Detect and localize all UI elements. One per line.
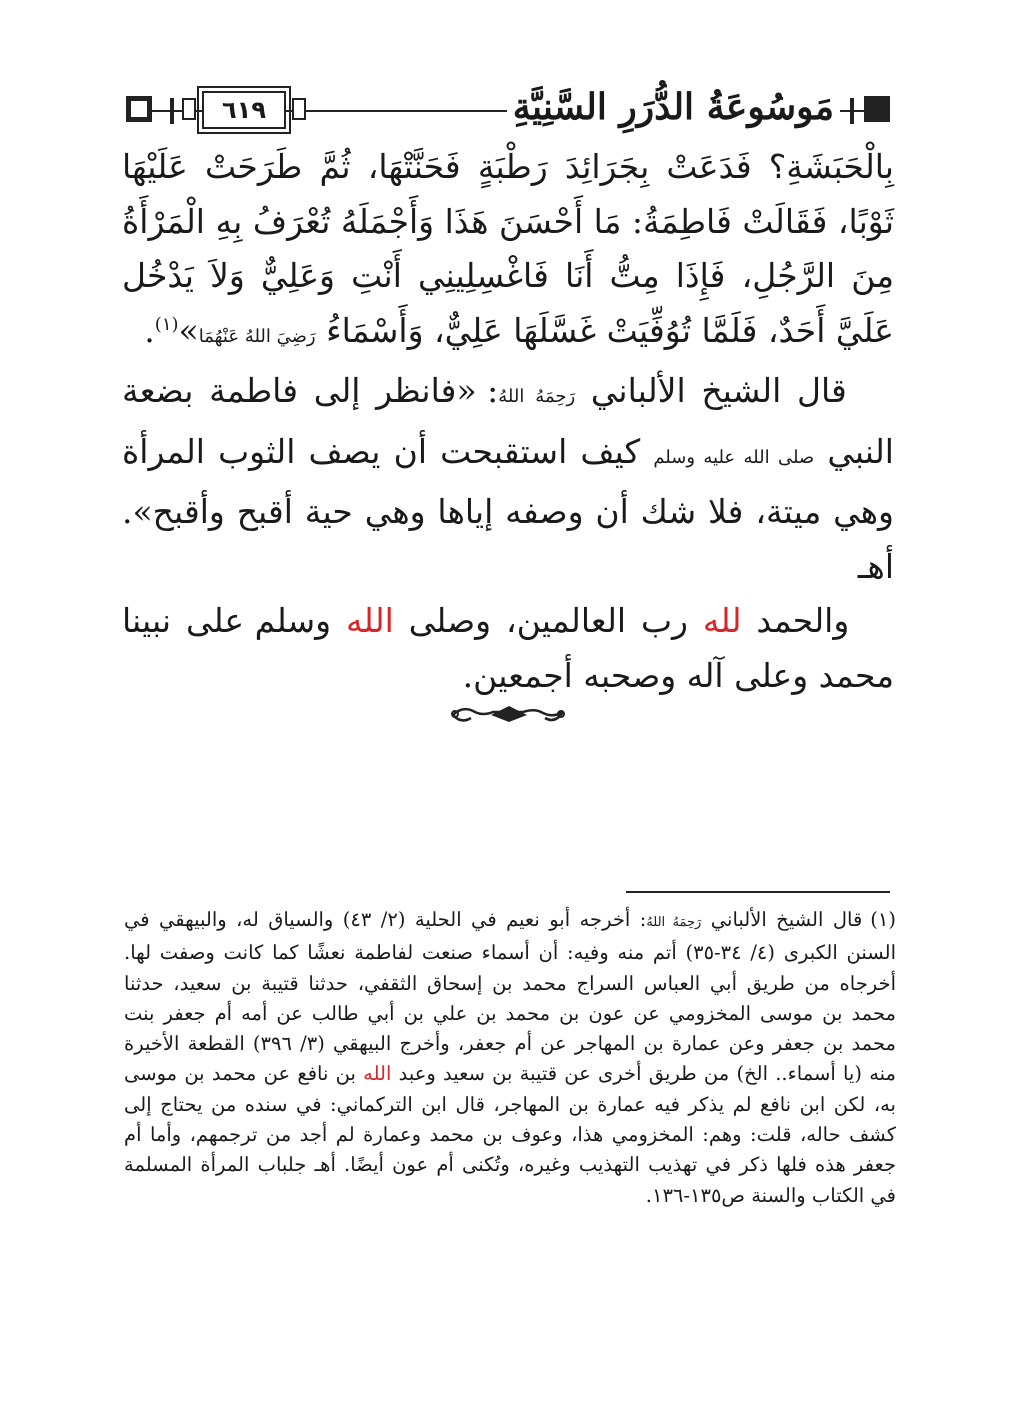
footnote-ref[interactable]: (١)	[154, 313, 179, 335]
albani-intro: قال الشيخ الألباني	[590, 371, 847, 410]
hadith-close-quote: »	[178, 310, 199, 350]
footnotes	[124, 905, 896, 1211]
footnote-part-1: قال الشيخ الألباني	[710, 908, 863, 931]
divine-name: لله	[702, 601, 742, 640]
header-square-left-icon	[126, 96, 152, 122]
header-bar-icon	[850, 98, 854, 124]
header-bar-icon	[170, 98, 174, 124]
divine-name: الله	[345, 601, 394, 640]
albani-text-a: : «فانظر إلى فاطمة بضعة النبي	[122, 371, 894, 471]
prophet-honorific: صلى الله عليه وسلم	[653, 446, 815, 468]
closing-part-2: رب العالمين، وصلى	[408, 601, 688, 640]
albani-honorific: رَحِمَهُ اللهُ	[498, 386, 576, 407]
book-title: مَوسُوعَةُ الدُّرَرِ السَّنِيَّةِ	[507, 86, 840, 128]
closing-paragraph	[122, 594, 894, 703]
closing-part-1: والحمد	[756, 601, 850, 640]
ornament-divider-icon	[0, 700, 1015, 730]
hadith-end: .	[144, 310, 155, 350]
footnote-part-3: بن نافع عن محمد بن موسى به، لكن ابن نافع لم يذكر فيه عمارة بن المهاجر، قال ابن التركماني: في سنده من يحتاج إلى كشف حاله، قلت: وهم: المخزومي هذا، وعوف بن محمد وعمارة لم أجد من ترجمهم، وأما أم جعفر هذه فلها ذكر في تهذيب التهذيب وغيره، وتُكنى أم عون أيضًا. أهـ جلباب المرأة المسلمة في الكتاب والسنة ص١٣٥-١٣٦.	[124, 1062, 896, 1207]
footnote-separator	[626, 891, 890, 893]
header-knot-left-icon	[182, 98, 196, 120]
main-text	[122, 140, 894, 703]
footnote-1	[124, 905, 896, 1211]
header-knot-right-icon	[292, 98, 306, 120]
footnote-honorific: رَحِمَهُ اللهُ	[646, 915, 702, 930]
hadith-honorific: رَضِيَ اللهُ عَنْهُمَا	[198, 325, 316, 347]
footnote-marker: (١)	[870, 908, 896, 931]
page-header	[118, 88, 898, 138]
divine-name: الله	[363, 1062, 392, 1086]
page-number: ٦١٩	[202, 91, 286, 129]
hadith-text: بِالْحَبَشَةِ؟ فَدَعَتْ بِجَرَائِدَ رَطْبَةٍ فَحَنَّتْهَا، ثُمَّ طَرَحَتْ عَلَيْهَا ثَوْبًا، فَقَالَتْ فَاطِمَةُ: مَا أَحْسَنَ هَذَا وَأَجْمَلَهُ تُعْرَفُ بِهِ الْمَرْأَةُ مِنَ الرَّجُلِ، فَإِذَا مِتُّ أَنَا فَاغْسِلِينِي أَنْتِ وَعَلِيٌّ وَلاَ يَدْخُل عَلَيَّ أَحَدٌ، فَلَمَّا تُوُفِّيَتْ غَسَّلَهَا عَلِيٌّ، وَأَسْمَاءُ	[122, 147, 894, 350]
albani-text-b: كيف استقبحت أن يصف الثوب المرأة وهي ميتة، فلا شك أن وصفه إياها وهي حية أقبح وأقبح». أهـ	[122, 431, 894, 586]
albani-paragraph	[122, 364, 894, 594]
hadith-paragraph	[122, 140, 894, 364]
footnote-part-2: : أخرجه أبو نعيم في الحلية (٢/ ٤٣) والسياق له، والبيهقي في السنن الكبرى (٤/ ٣٤-٣٥) أتم منه وفيه: أن أسماء صنعت لفاطمة نعشًا كما كانت وصفت لها. أخرجاه من طريق أبي العباس السراج محمد بن إسحاق الثقفي، حدثنا قتيبة بن سعيد، حدثنا محمد بن موسى المخزومي عن عون بن محمد بن علي بن أبي طالب عن أمه أم جعفر بنت محمد بن جعفر وعن عمارة بن المهاجر عن أم جعفر، وأخرج البيهقي (٣/ ٣٩٦) القطعة الأخيرة منه (يا أسماء.. الخ) من طريق أخرى عن قتيبة بن سعيد وعبد	[124, 908, 896, 1086]
header-square-right-icon	[864, 96, 890, 122]
closing-part-3: وسلم على نبينا محمد وعلى آله وصحبه أجمعين.	[122, 601, 894, 695]
